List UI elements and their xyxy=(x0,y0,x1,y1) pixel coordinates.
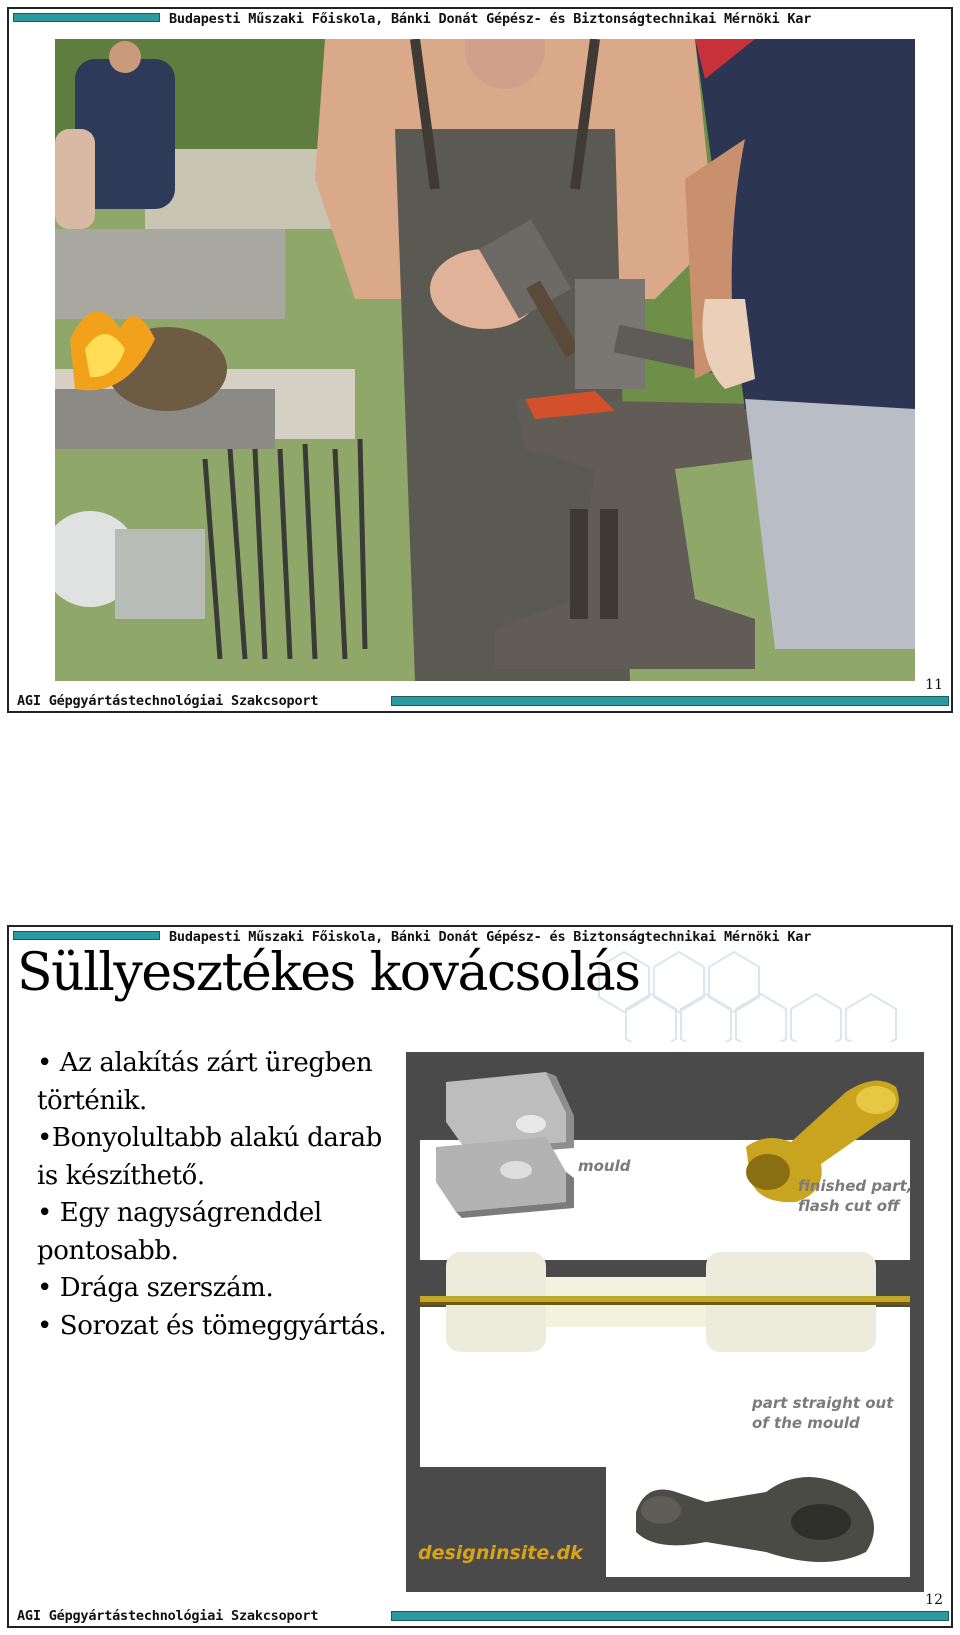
header-accent-bar xyxy=(13,13,160,22)
slide-11 xyxy=(7,7,953,713)
bullet-item: •Bonyolultabb alakú darab is készíthető. xyxy=(37,1123,382,1191)
label-of-the-mould: of the mould xyxy=(752,1414,860,1432)
footer-accent-bar xyxy=(391,1611,949,1621)
bullet-item: • Sorozat és tömeggyártás. xyxy=(37,1310,387,1341)
bullet-item: • Egy nagyságrenddel pontosabb. xyxy=(37,1198,322,1266)
slide-12 xyxy=(7,925,953,1628)
label-flash-cut-off: flash cut off xyxy=(798,1197,900,1215)
bullet-item: • Az alakítás zárt üregben történik. xyxy=(37,1048,373,1116)
blacksmith-forging-photo xyxy=(55,39,915,681)
bullet-item: • Drága szerszám. xyxy=(37,1273,274,1303)
designinsite-logo: designinsite.dk xyxy=(418,1542,583,1564)
header-accent-bar xyxy=(13,931,160,940)
page-number: 12 xyxy=(925,1592,943,1608)
page-number: 11 xyxy=(925,677,943,693)
label-mould: mould xyxy=(578,1157,631,1175)
label-part-straight-out: part straight out xyxy=(752,1394,894,1412)
footer-group-text: AGI Gépgyártástechnológiai Szakcsoport xyxy=(17,693,319,709)
footer-group-text: AGI Gépgyártástechnológiai Szakcsoport xyxy=(17,1608,319,1624)
header-institution-text: Budapesti Műszaki Főiskola, Bánki Donát Gépész- és Biztonságtechnikai Mérnöki Kar xyxy=(169,11,812,27)
closed-die-forging-illustration xyxy=(406,1052,924,1592)
slide-title: Süllyesztékes kovácsolás xyxy=(17,943,640,1003)
footer-accent-bar xyxy=(391,696,949,706)
label-finished-part: finished part, xyxy=(798,1177,913,1195)
header-institution-text: Budapesti Műszaki Főiskola, Bánki Donát Gépész- és Biztonságtechnikai Mérnöki Kar xyxy=(169,929,812,945)
bullet-list xyxy=(37,1045,397,1345)
